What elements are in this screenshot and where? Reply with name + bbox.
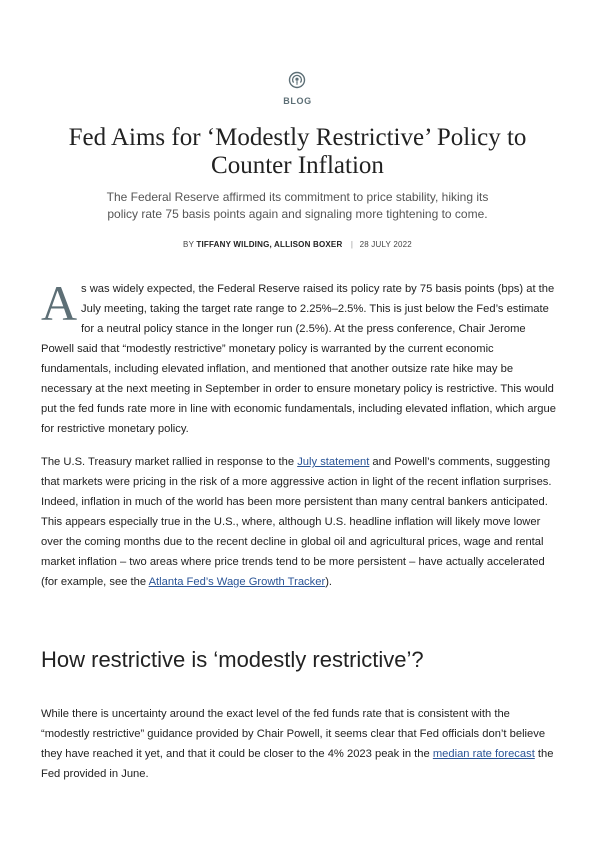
paragraph-restrictive-text-a: While there is uncertainty around the exact level of the fed funds rate that is consistent with the “modestly restrictive” guidance provided by Chair Powell, it seems clear that Fed officials don’t believe they have reached it yet, and that it could be closer to the 4% 2023 peak in the (41, 708, 546, 760)
july-statement-link[interactable]: July statement (297, 456, 370, 468)
paragraph-intro (41, 275, 556, 439)
byline-authors[interactable]: TIFFANY WILDING, ALLISON BOXER (196, 240, 343, 249)
paragraph-restrictive (41, 704, 556, 784)
paragraph-intro-text: s was widely expected, the Federal Reserve raised its policy rate by 75 basis points (bps) at the July meeting, taking the target rate range to 2.25%–2.5%. This is just below the Fed’s estimate for a neutral policy stance in the longer run (2.5%). At the press conference, Chair Jerome Powell said that “modestly restrictive” monetary policy is warranted by the current economic fundamentals, including elevated inflation, and mentioned that another outsize rate hike may be necessary at the next meeting in September in order to ensure monetary policy is restrictive. This would put the fed funds rate more in line with economic fundamentals, including elevated inflation, which argue for restrictive monetary policy. (41, 283, 556, 435)
paragraph-treasury-text-b: and Powell’s comments, suggesting that markets were pricing in the risk of a more aggressive action in light of the recent inflation surprises. Indeed, inflation in much of the world has been more persistent than many central bankers anticipated. This appears especially true in the U.S., where, although U.S. headline inflation will likely move lower over the coming months due to the recent decline in global oil and agricultural prices, wage and rental market inflation – two areas where price trends tend to be more persistent – have actually accelerated (for example, see the (41, 456, 552, 588)
byline (0, 240, 595, 249)
podcast-icon (288, 71, 306, 89)
paragraph-treasury (41, 452, 556, 592)
paragraph-treasury-text-a: The U.S. Treasury market rallied in response to the (41, 456, 298, 468)
paragraph-restrictive-text-b: the Fed provided in June. (41, 748, 554, 780)
page-title: Fed Aims for ‘Modestly Restrictive’ Policy to Counter Inflation (68, 124, 527, 179)
byline-prefix: BY (183, 240, 194, 249)
blog-label[interactable]: BLOG (283, 96, 312, 106)
paragraph-treasury-text-c: ). (325, 576, 333, 588)
median-rate-forecast-link[interactable]: median rate forecast (432, 748, 535, 760)
byline-separator: | (350, 240, 354, 249)
drop-cap: A (41, 275, 78, 331)
wage-growth-tracker-link[interactable]: Atlanta Fed’s Wage Growth Tracker (148, 576, 326, 588)
section-heading: How restrictive is ‘modestly restrictive’? (41, 647, 424, 672)
article-subtitle: The Federal Reserve affirmed its commitment to price stability, hiking its policy rate 75 basis points again and signaling more tightening to come. (106, 190, 489, 221)
publish-date: 28 JULY 2022 (359, 240, 412, 249)
